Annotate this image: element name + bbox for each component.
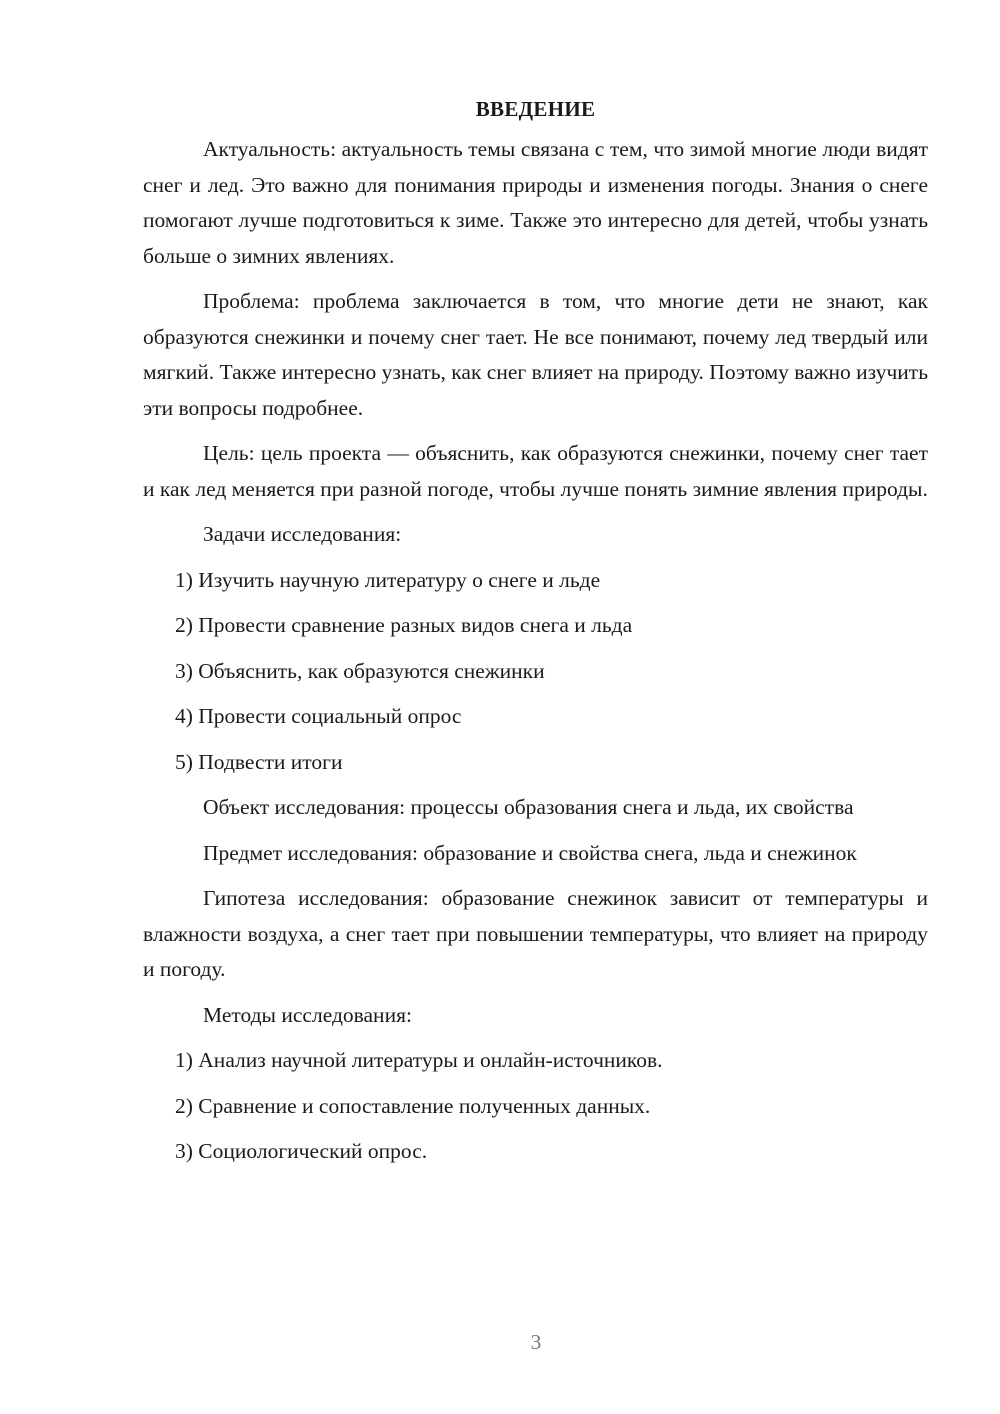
- task-item: 2) Провести сравнение разных видов снега и льда: [175, 613, 633, 637]
- problem-paragraph: Проблема: проблема заключается в том, что многие дети не знают, как образуются снежинки и почему снег тает. Не все понимают, почему лед твердый или мягкий. Также интересно узнать, как снег влияет на природу. Поэтому важно изучить эти вопросы подробнее.: [143, 289, 928, 420]
- task-item: 4) Провести социальный опрос: [175, 704, 462, 728]
- tasks-heading: Задачи исследования:: [203, 522, 402, 546]
- hypothesis-paragraph: Гипотеза исследования: образование снежинок зависит от температуры и влажности воздуха, а снег тает при повышении температуры, что влияет на природу и погоду.: [143, 886, 928, 981]
- task-item: 5) Подвести итоги: [175, 749, 343, 774]
- tasks-list: [143, 563, 928, 781]
- method-item: 3) Социологический опрос.: [175, 1139, 428, 1163]
- methods-heading: Методы исследования:: [203, 1002, 412, 1027]
- relevance-paragraph: Актуальность: актуальность темы связана с тем, что зимой многие люди видят снег и лед. Это важно для понимания природы и изменения погоды. Знания о снеге помогают лучше подготовиться к зиме. Также это интересно для детей, чтобы узнать больше о зимних явлениях.: [143, 137, 928, 268]
- task-item: 3) Объяснить, как образуются снежинки: [175, 658, 545, 683]
- methods-list: [143, 1043, 928, 1170]
- task-item: 1) Изучить научную литературу о снеге и льде: [175, 567, 601, 592]
- page-title: ВВЕДЕНИЕ: [475, 97, 596, 121]
- object-paragraph: Объект исследования: процессы образования снега и льда, их свойства: [203, 795, 854, 819]
- subject-paragraph: Предмет исследования: образование и свойства снега, льда и снежинок: [203, 840, 857, 865]
- goal-paragraph: Цель: цель проекта — объяснить, как образуются снежинки, почему снег тает и как лед меняется при разной погоде, чтобы лучше понять зимние явления природы.: [143, 441, 928, 501]
- document-page: [143, 92, 928, 1180]
- method-item: 2) Сравнение и сопоставление полученных данных.: [175, 1093, 651, 1118]
- page-number: 3: [530, 1330, 542, 1354]
- method-item: 1) Анализ научной литературы и онлайн-источников.: [175, 1048, 663, 1072]
